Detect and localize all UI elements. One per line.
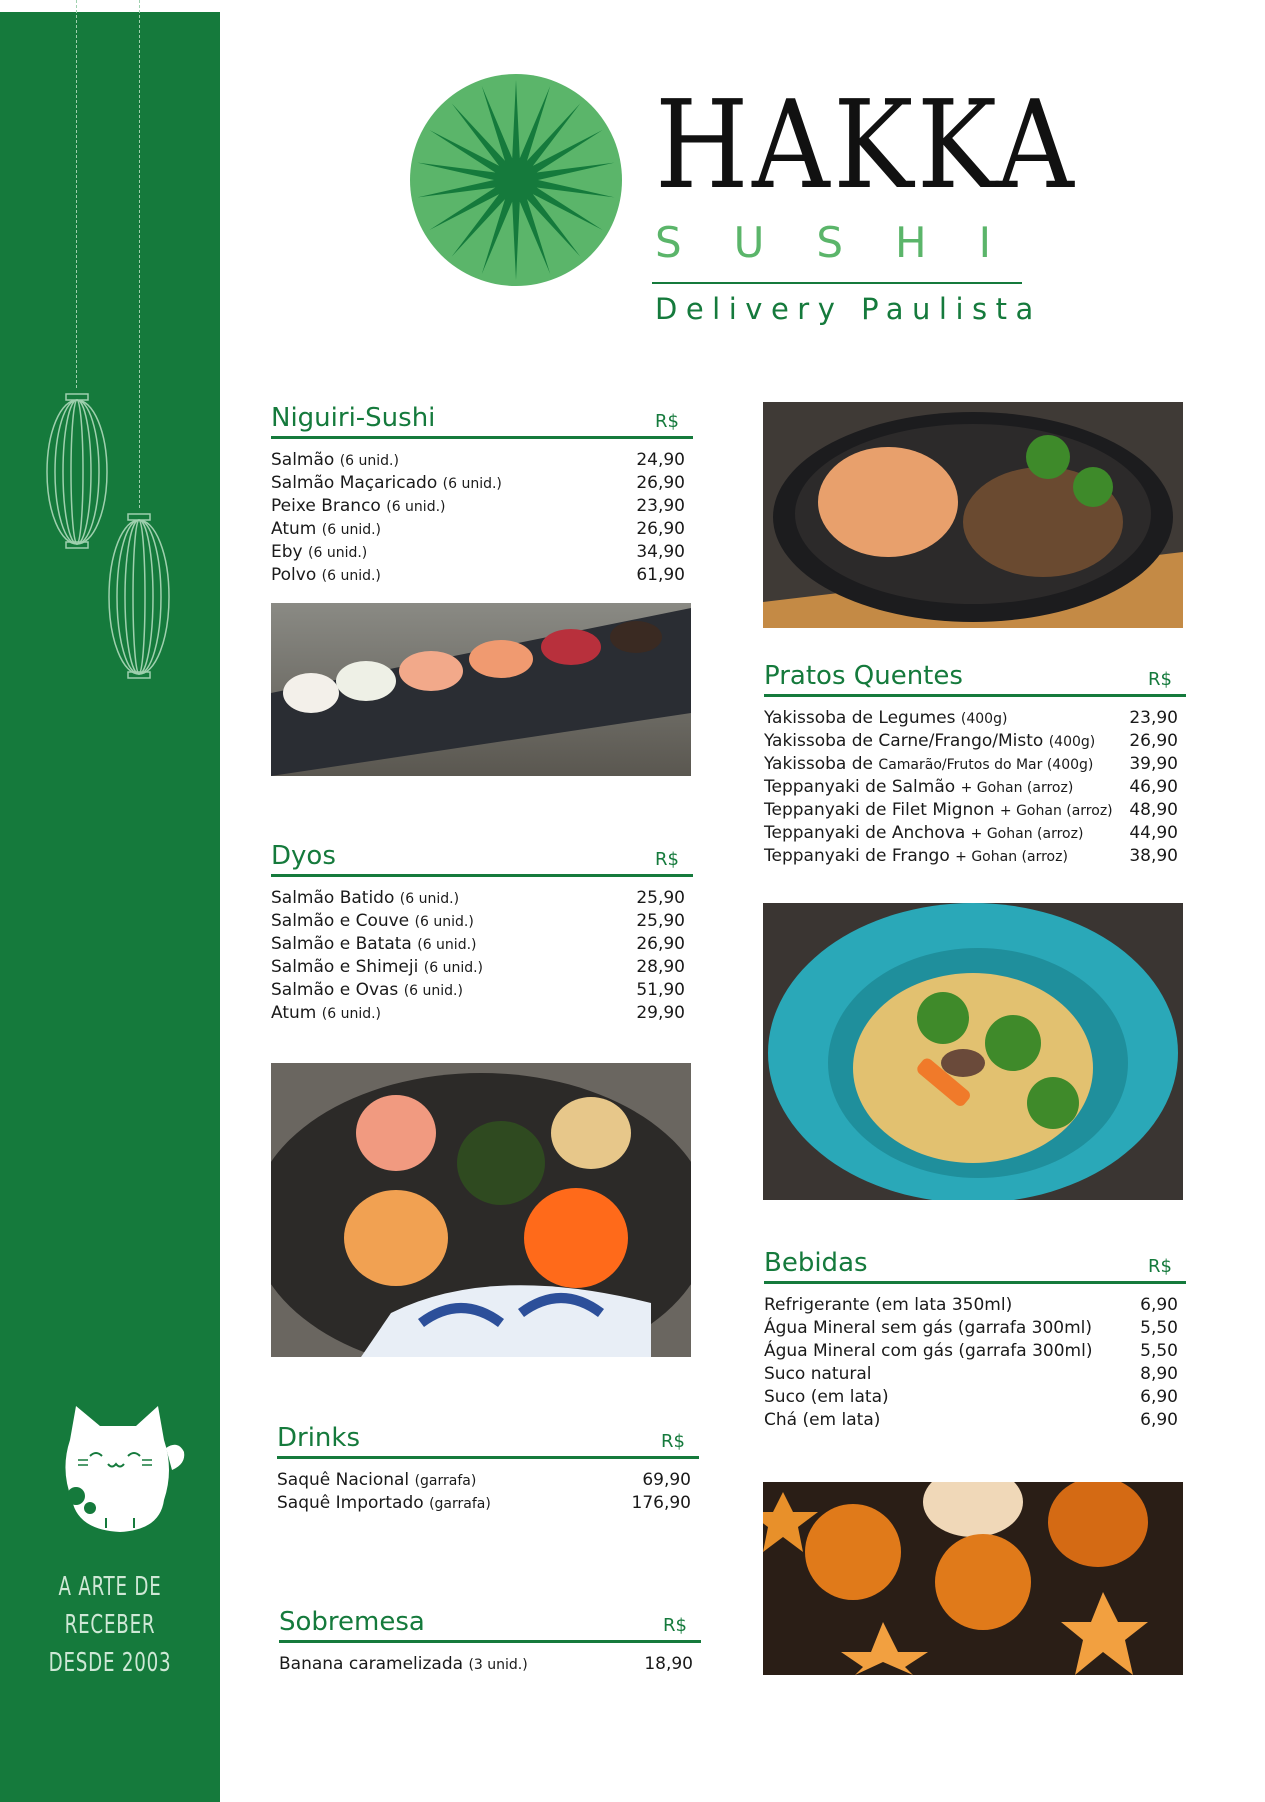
menu-item xyxy=(764,799,1186,822)
item-price: 6,90 xyxy=(1140,1295,1178,1315)
item-name: Yakissoba de Carne/Frango/Misto xyxy=(764,731,1044,751)
paper-lantern-icon xyxy=(106,512,172,682)
item-note: + Gohan (arroz) xyxy=(955,849,1068,865)
currency-label: R$ xyxy=(655,411,679,432)
menu-item xyxy=(271,887,693,910)
item-name-wrap xyxy=(271,518,381,542)
item-name-wrap xyxy=(271,933,477,957)
item-price: 23,90 xyxy=(1129,708,1178,728)
sobremesa-photo xyxy=(763,1482,1183,1675)
item-name: Teppanyaki de Anchova xyxy=(764,823,966,843)
item-name-wrap xyxy=(764,730,1095,754)
item-price: 46,90 xyxy=(1129,777,1178,797)
menu-item xyxy=(764,1409,1186,1432)
item-price: 24,90 xyxy=(636,450,685,470)
item-name: Saquê Nacional xyxy=(277,1470,410,1490)
menu-list xyxy=(764,1294,1186,1432)
item-name-wrap xyxy=(271,979,463,1003)
menu-item xyxy=(764,753,1186,776)
item-name-wrap xyxy=(277,1492,491,1516)
menu-item xyxy=(764,1363,1186,1386)
menu-item xyxy=(764,822,1186,845)
item-note: (6 unid.) xyxy=(386,499,446,515)
item-price: 44,90 xyxy=(1129,823,1178,843)
item-note: (6 unid.) xyxy=(442,476,502,492)
item-name: Teppanyaki de Frango xyxy=(764,846,950,866)
item-name-wrap xyxy=(277,1469,476,1493)
item-name: Teppanyaki de Salmão xyxy=(764,777,956,797)
section-niguiri xyxy=(271,396,693,587)
item-name-wrap xyxy=(764,776,1073,800)
item-price: 6,90 xyxy=(1140,1410,1178,1430)
item-note: (6 unid.) xyxy=(403,983,463,999)
menu-item xyxy=(764,1294,1186,1317)
item-note: (garrafa) xyxy=(414,1473,477,1489)
item-name: Salmão e Batata xyxy=(271,934,412,954)
section-header xyxy=(271,396,693,439)
item-name: Salmão e Shimeji xyxy=(271,957,419,977)
menu-item xyxy=(271,541,693,564)
item-name-wrap xyxy=(764,1363,871,1386)
item-price: 8,90 xyxy=(1140,1364,1178,1384)
item-name: Banana caramelizada xyxy=(279,1654,464,1674)
item-name-wrap xyxy=(764,753,1093,777)
item-name-wrap xyxy=(271,541,367,565)
dyos-photo xyxy=(271,1063,691,1357)
item-note: (6 unid.) xyxy=(321,522,382,538)
menu-item xyxy=(764,707,1186,730)
section-drinks xyxy=(277,1416,699,1515)
sidebar-tagline xyxy=(24,1568,196,1682)
menu-item xyxy=(271,449,693,472)
currency-label: R$ xyxy=(1148,669,1172,690)
section-header xyxy=(764,1241,1186,1284)
item-name: Água Mineral com gás (garrafa 300ml) xyxy=(764,1341,1093,1361)
item-name: Chá (em lata) xyxy=(764,1410,881,1430)
item-price: 34,90 xyxy=(636,542,685,562)
item-note: (6 unid.) xyxy=(399,891,460,907)
item-name: Peixe Branco xyxy=(271,496,381,516)
item-name-wrap xyxy=(271,1002,381,1026)
item-name-wrap xyxy=(764,707,1007,731)
lantern-string xyxy=(76,0,77,388)
menu-item xyxy=(764,1386,1186,1409)
section-sobremesa xyxy=(279,1600,701,1676)
lantern-string xyxy=(139,0,140,508)
menu-list xyxy=(271,887,693,1025)
item-price: 51,90 xyxy=(636,980,685,1000)
brand-name: HAKKA xyxy=(655,74,1078,216)
item-name-wrap xyxy=(271,910,474,934)
brand-tagline: Delivery Paulista xyxy=(655,292,1042,326)
menu-list xyxy=(764,707,1186,868)
menu-list xyxy=(279,1653,701,1676)
currency-label: R$ xyxy=(1148,1256,1172,1277)
item-name-wrap xyxy=(271,956,483,980)
item-price: 69,90 xyxy=(642,1470,691,1490)
section-pratos-quentes xyxy=(764,654,1186,868)
item-name: Salmão e Ovas xyxy=(271,980,399,1000)
yakissoba-photo xyxy=(763,903,1183,1200)
item-price: 176,90 xyxy=(631,1493,691,1513)
section-header xyxy=(764,654,1186,697)
menu-item xyxy=(279,1653,701,1676)
menu-item xyxy=(271,910,693,933)
item-name-wrap xyxy=(764,845,1068,869)
item-price: 26,90 xyxy=(636,473,685,493)
item-name-wrap xyxy=(764,1294,1012,1317)
item-name: Saquê Importado xyxy=(277,1493,424,1513)
section-header xyxy=(277,1416,699,1459)
item-price: 26,90 xyxy=(636,519,685,539)
currency-label: R$ xyxy=(661,1431,685,1452)
item-note: (6 unid.) xyxy=(423,960,484,976)
item-name: Atum xyxy=(271,1003,317,1023)
item-name-wrap xyxy=(764,1317,1092,1340)
item-price: 5,50 xyxy=(1140,1341,1178,1361)
menu-item xyxy=(271,564,693,587)
item-price: 29,90 xyxy=(636,1003,685,1023)
item-price: 26,90 xyxy=(1129,731,1178,751)
item-name: Atum xyxy=(271,519,317,539)
item-note: (400g) xyxy=(1048,734,1096,750)
section-title: Bebidas xyxy=(764,1248,868,1278)
item-note: Camarão/Frutos do Mar (400g) xyxy=(878,757,1094,773)
section-dyos xyxy=(271,834,693,1025)
item-name: Teppanyaki de Filet Mignon xyxy=(764,800,995,820)
menu-item xyxy=(271,495,693,518)
menu-list xyxy=(271,449,693,587)
menu-item xyxy=(277,1492,699,1515)
item-note: (6 unid.) xyxy=(308,545,368,561)
section-header xyxy=(271,834,693,877)
item-name-wrap xyxy=(271,564,381,588)
item-note: (6 unid.) xyxy=(321,1006,382,1022)
item-note: (6 unid.) xyxy=(339,453,399,469)
item-name: Suco natural xyxy=(764,1364,872,1384)
brand-logo xyxy=(655,74,1135,216)
item-price: 61,90 xyxy=(636,565,685,585)
item-note: (6 unid.) xyxy=(417,937,477,953)
brand-sub: SUSHI xyxy=(655,218,1044,267)
item-price: 5,50 xyxy=(1140,1318,1178,1338)
paper-lantern-icon xyxy=(44,392,110,552)
item-name-wrap xyxy=(271,495,446,519)
menu-item xyxy=(271,933,693,956)
item-note: (garrafa) xyxy=(429,1496,491,1512)
item-price: 48,90 xyxy=(1129,800,1178,820)
item-name-wrap xyxy=(271,887,459,911)
menu-item xyxy=(764,730,1186,753)
item-name: Suco (em lata) xyxy=(764,1387,889,1407)
item-name: Salmão e Couve xyxy=(271,911,410,931)
lucky-cat-icon xyxy=(50,1400,190,1540)
item-price: 39,90 xyxy=(1129,754,1178,774)
item-price: 23,90 xyxy=(636,496,685,516)
menu-item xyxy=(277,1469,699,1492)
menu-item xyxy=(271,956,693,979)
tagline-line: RECEBER xyxy=(64,1610,156,1640)
item-name-wrap xyxy=(764,1409,880,1432)
item-name: Salmão xyxy=(271,450,335,470)
item-note: + Gohan (arroz) xyxy=(999,803,1113,819)
item-price: 25,90 xyxy=(636,911,685,931)
item-name: Salmão Maçaricado xyxy=(271,473,438,493)
item-note: (3 unid.) xyxy=(468,1657,528,1673)
item-price: 18,90 xyxy=(644,1654,693,1674)
item-note: (6 unid.) xyxy=(321,568,381,584)
item-note: (400g) xyxy=(960,711,1008,727)
menu-item xyxy=(271,518,693,541)
logo-star-icon xyxy=(410,74,622,286)
item-note: (6 unid.) xyxy=(414,914,474,930)
item-note: + Gohan (arroz) xyxy=(960,780,1074,796)
menu-item xyxy=(271,472,693,495)
item-name: Yakissoba de Legumes xyxy=(764,708,956,728)
item-price: 25,90 xyxy=(636,888,685,908)
menu-item xyxy=(764,1340,1186,1363)
divider xyxy=(652,282,1022,284)
item-name: Eby xyxy=(271,542,303,562)
item-name-wrap xyxy=(764,1340,1092,1363)
item-name-wrap xyxy=(271,472,502,496)
tagline-line: DESDE 2003 xyxy=(48,1648,172,1678)
section-title: Pratos Quentes xyxy=(764,661,963,691)
section-title: Niguiri-Sushi xyxy=(271,403,436,433)
menu-item xyxy=(764,845,1186,868)
section-header xyxy=(279,1600,701,1643)
item-name: Refrigerante (em lata 350ml) xyxy=(764,1295,1013,1315)
section-bebidas xyxy=(764,1241,1186,1432)
item-name-wrap xyxy=(271,449,399,473)
item-price: 6,90 xyxy=(1140,1387,1178,1407)
item-name-wrap xyxy=(279,1653,528,1677)
currency-label: R$ xyxy=(655,849,679,870)
currency-label: R$ xyxy=(663,1615,687,1636)
item-name: Água Mineral sem gás (garrafa 300ml) xyxy=(764,1318,1093,1338)
menu-list xyxy=(277,1469,699,1515)
item-price: 28,90 xyxy=(636,957,685,977)
item-price: 26,90 xyxy=(636,934,685,954)
item-note: + Gohan (arroz) xyxy=(970,826,1084,842)
menu-item xyxy=(764,776,1186,799)
item-name-wrap xyxy=(764,1386,889,1409)
item-name-wrap xyxy=(764,799,1113,823)
item-name-wrap xyxy=(764,822,1083,846)
section-title: Drinks xyxy=(277,1423,361,1453)
menu-item xyxy=(271,1002,693,1025)
niguiri-photo xyxy=(271,603,691,776)
menu-item xyxy=(764,1317,1186,1340)
menu-item xyxy=(271,979,693,1002)
teppanyaki-photo xyxy=(763,402,1183,628)
item-name: Yakissoba de xyxy=(764,754,874,774)
section-title: Dyos xyxy=(271,841,336,871)
item-name: Polvo xyxy=(271,565,317,585)
tagline-line: A ARTE DE xyxy=(58,1572,162,1602)
item-name: Salmão Batido xyxy=(271,888,395,908)
section-title: Sobremesa xyxy=(279,1607,425,1637)
item-price: 38,90 xyxy=(1129,846,1178,866)
